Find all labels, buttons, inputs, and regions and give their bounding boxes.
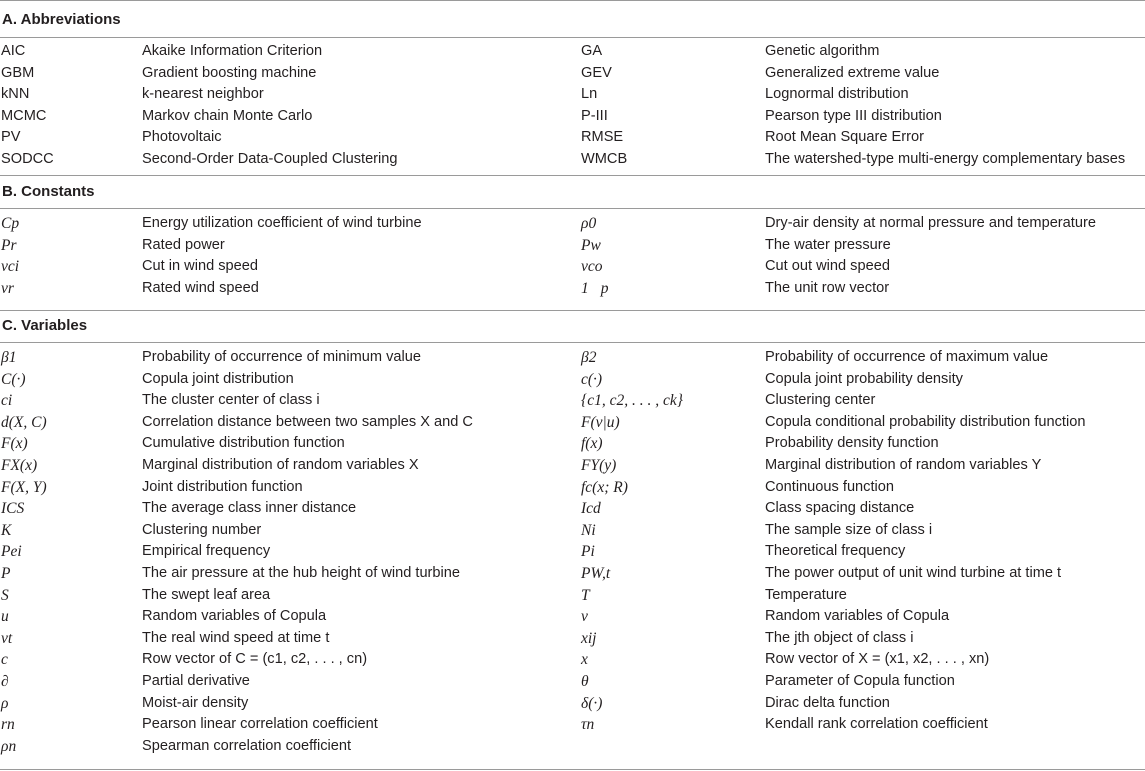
section-heading-variables: C. Variables <box>2 317 88 334</box>
symbol-left: C(·) <box>1 370 26 388</box>
symbol-left: SODCC <box>1 151 54 167</box>
symbol-right: xij <box>581 629 597 647</box>
symbol-right: Ln <box>581 86 598 103</box>
definition-right: Generalized extreme value <box>765 64 940 81</box>
section-heading-abbreviations: A. Abbreviations <box>2 11 121 28</box>
symbol-right: f(x) <box>581 435 603 453</box>
section-rule <box>0 208 1145 209</box>
definition-right: Class spacing distance <box>765 500 915 517</box>
definition-left: The cluster center of class i <box>142 392 320 409</box>
definition-left: The swept leaf area <box>142 586 271 603</box>
table-row <box>0 84 1145 106</box>
definition-left: Rated wind speed <box>142 279 259 296</box>
definition-left: Joint distribution function <box>142 478 303 495</box>
section-rule <box>0 310 1145 311</box>
definition-right: Parameter of Copula function <box>765 673 955 689</box>
symbol-left: vci <box>1 258 20 276</box>
symbol-right: P-III <box>581 107 608 124</box>
definition-left: The real wind speed at time t <box>142 629 330 646</box>
definition-right: Pearson type III distribution <box>765 107 942 124</box>
definition-right: Marginal distribution of random variables Y <box>765 457 1042 473</box>
definition-right: Copula conditional probability distribution function <box>765 413 1086 430</box>
symbol-right: Icd <box>581 500 601 518</box>
symbol-left: P <box>1 565 11 582</box>
symbol-right: δ(·) <box>581 694 603 712</box>
symbol-left: β1 <box>1 349 17 366</box>
definition-left: The air pressure at the hub height of wind turbine <box>142 565 461 581</box>
table-row <box>0 477 1145 499</box>
table-row <box>0 390 1145 412</box>
table-row <box>0 520 1145 542</box>
definition-left: Akaike Information Criterion <box>142 43 323 59</box>
definition-right: Genetic algorithm <box>765 43 880 59</box>
symbol-left: ρn <box>1 737 17 755</box>
symbol-right: vco <box>581 258 603 276</box>
section-rule <box>0 342 1145 343</box>
definition-right: Kendall rank correlation coefficient <box>765 716 988 733</box>
definition-right: Probability of occurrence of maximum value <box>765 349 1049 365</box>
table-row <box>0 106 1145 128</box>
symbol-left: ∂ <box>1 673 9 690</box>
section-heading-constants: B. Constants <box>2 183 95 200</box>
symbol-right: GA <box>581 43 603 59</box>
definition-left: Row vector of C = (c1, c2, . . . , cn) <box>142 651 368 668</box>
symbol-left: F(X, Y) <box>1 478 47 496</box>
table-row <box>0 127 1145 149</box>
definition-left: Gradient boosting machine <box>142 64 317 81</box>
table-row <box>0 606 1145 628</box>
definition-left: Random variables of Copula <box>142 608 327 625</box>
definition-left: Partial derivative <box>142 673 250 689</box>
table-row <box>0 628 1145 650</box>
table-row <box>0 278 1145 300</box>
section-rule <box>0 175 1145 176</box>
symbol-right: 1⃗p <box>581 279 609 297</box>
section-rule <box>0 37 1145 38</box>
definition-right: The jth object of class i <box>765 629 914 646</box>
symbol-right: θ <box>581 673 589 690</box>
definition-left: Energy utilization coefficient of wind turbine <box>142 215 422 231</box>
table-row <box>0 63 1145 85</box>
definition-right: Continuous function <box>765 478 894 495</box>
definition-left: k-nearest neighbor <box>142 86 264 103</box>
definition-right: The watershed-type multi-energy complementary bases <box>765 151 1126 167</box>
definition-left: Spearman correlation coefficient <box>142 737 352 754</box>
definition-right: Random variables of Copula <box>765 608 950 625</box>
table-row <box>0 498 1145 520</box>
definition-left: Marginal distribution of random variables X <box>142 457 419 473</box>
symbol-right: WMCB <box>581 151 628 167</box>
definition-left: The average class inner distance <box>142 500 357 517</box>
definition-right: Dirac delta function <box>765 694 890 711</box>
symbol-right: β2 <box>581 349 597 366</box>
definition-right: Temperature <box>765 586 847 603</box>
symbol-right: c(·) <box>581 370 603 388</box>
table-row <box>0 736 1145 758</box>
symbol-left: F(x) <box>1 435 28 453</box>
definition-right: Cut out wind speed <box>765 258 890 275</box>
definition-left: Cumulative distribution function <box>142 435 345 452</box>
symbol-left: AIC <box>1 43 26 59</box>
symbol-left: ci <box>1 392 13 410</box>
table-row <box>0 693 1145 715</box>
definition-left: Second-Order Data-Coupled Clustering <box>142 151 398 167</box>
table-row <box>0 213 1145 235</box>
symbol-right: τn <box>581 716 595 734</box>
symbol-right: x⃗ <box>581 651 600 669</box>
table-row <box>0 541 1145 563</box>
definition-left: Markov chain Monte Carlo <box>142 107 313 124</box>
symbol-left: Cp <box>1 215 20 232</box>
definition-left: Copula joint distribution <box>142 370 294 387</box>
symbol-right: {c1, c2, . . . , ck} <box>581 392 683 410</box>
definition-left: Rated power <box>142 236 225 253</box>
definition-left: Photovoltaic <box>142 129 222 146</box>
symbol-right: GEV <box>581 64 612 81</box>
definition-left: Moist-air density <box>142 694 249 711</box>
symbol-left: FX(x) <box>1 457 38 474</box>
symbol-right: Pi <box>581 543 595 561</box>
symbol-left: u <box>1 608 9 626</box>
symbol-right: ρ0 <box>581 215 597 232</box>
symbol-right: T <box>581 586 590 604</box>
symbol-left: GBM <box>1 64 35 81</box>
definition-right: Lognormal distribution <box>765 86 909 103</box>
definition-right: The water pressure <box>765 236 891 253</box>
definition-right: Row vector of X = (x1, x2, . . . , xn) <box>765 651 990 668</box>
symbol-right: Pw <box>581 236 601 254</box>
symbol-left: c⃗ <box>1 651 20 669</box>
symbol-left: ICS <box>1 500 25 518</box>
symbol-left: d(X, C) <box>1 413 47 431</box>
symbol-right: fc(x; R) <box>581 478 628 496</box>
definition-right: Dry-air density at normal pressure and temperature <box>765 215 1096 231</box>
symbol-left: Pei <box>1 543 22 561</box>
definition-left: Pearson linear correlation coefficient <box>142 716 378 733</box>
symbol-left: kNN <box>1 86 30 103</box>
symbol-right: Ni <box>581 521 596 539</box>
definition-left: Cut in wind speed <box>142 258 259 275</box>
definition-left: Correlation distance between two samples X and C <box>142 413 473 430</box>
definition-left: Probability of occurrence of minimum value <box>142 349 422 365</box>
symbol-right: F(v|u) <box>581 413 620 431</box>
table-row <box>0 235 1145 257</box>
definition-right: The sample size of class i <box>765 521 933 538</box>
table-row <box>0 585 1145 607</box>
definition-right: The power output of unit wind turbine at time t <box>765 565 1062 581</box>
top-rule <box>0 0 1145 1</box>
table-row <box>0 671 1145 693</box>
table-row <box>0 455 1145 477</box>
table-row <box>0 412 1145 434</box>
definition-left: Empirical frequency <box>142 543 271 560</box>
symbol-right: PW,t <box>581 565 611 582</box>
symbol-left: PV <box>1 129 21 146</box>
table-row <box>0 649 1145 671</box>
definition-left: Clustering number <box>142 521 262 538</box>
definition-right: The unit row vector <box>765 279 890 296</box>
definition-right: Clustering center <box>765 392 876 409</box>
definition-right: Probability density function <box>765 435 939 452</box>
symbol-left: K <box>1 521 12 539</box>
symbol-left: vt <box>1 629 13 647</box>
table-row <box>0 256 1145 278</box>
symbol-right: v <box>581 608 588 626</box>
table-row <box>0 369 1145 391</box>
symbol-left: ρ <box>1 694 9 712</box>
table-row <box>0 563 1145 585</box>
symbol-left: Pr <box>1 236 17 254</box>
table-row <box>0 347 1145 369</box>
symbol-left: vr <box>1 279 14 297</box>
table-row <box>0 433 1145 455</box>
symbol-right: FY(y) <box>581 457 617 474</box>
definition-right: Copula joint probability density <box>765 370 963 387</box>
definition-right: Theoretical frequency <box>765 543 906 560</box>
symbol-left: S <box>1 586 9 604</box>
symbol-left: MCMC <box>1 107 47 124</box>
symbol-left: rn <box>1 716 15 734</box>
symbol-right: RMSE <box>581 129 624 146</box>
definition-right: Root Mean Square Error <box>765 129 924 146</box>
table-row <box>0 714 1145 736</box>
table-row <box>0 41 1145 63</box>
table-row <box>0 149 1145 171</box>
bottom-rule <box>0 769 1145 770</box>
